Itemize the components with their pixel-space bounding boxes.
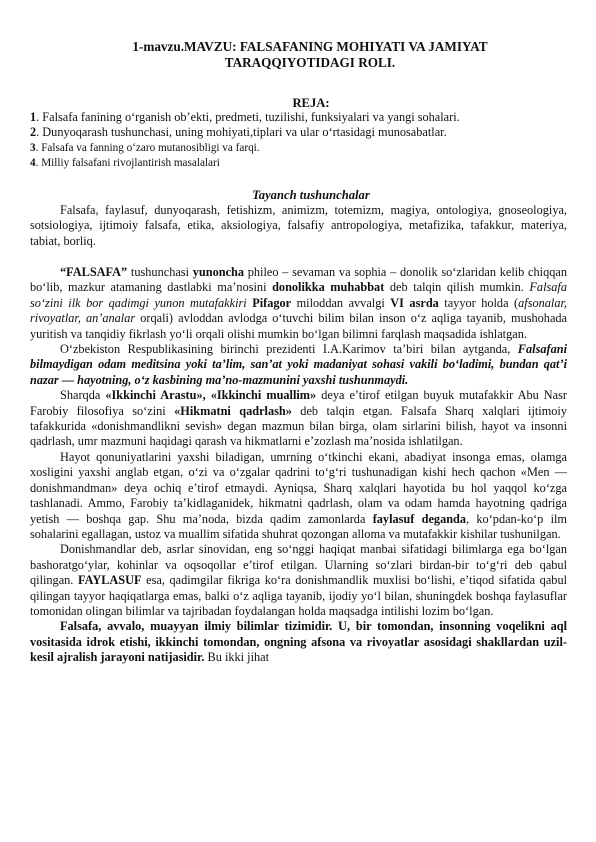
plan-item-text: . Falsafa fanining o‘rganish ob’ekti, predmeti, tuzilishi, funksiyalari va yangi sohalari. [36, 110, 460, 124]
key-concepts-heading: Tayanch tushunchalar [252, 188, 370, 202]
term-hikmatni-qadrlash: «Hikmatni qadrlash» [174, 403, 292, 418]
term-yunoncha: yunoncha [192, 265, 245, 279]
text-run: orqali) avloddan avlodga o‘tuvchi bilim bilan inson o‘z aqliga tayanib, mushohada yuritish va tanqidiy fikrlash yo‘li orqali olishi mumkin bo‘lgan bilimni farqlash maqsadida ishlatgan. [30, 311, 568, 341]
paragraph-karimov-quote [30, 342, 567, 388]
plan-item-text: . Dunyoqarash tushunchasi, uning mohiyati,tiplari va ular o‘rtasidagi munosabatlar. [36, 125, 447, 140]
bold-run: Falsafa, avvalo, muayyan ilmiy bilimlar tizimidir. U, bir tomondan, insonning voqelikni aql vositasida idrok etishi, ikkinchi tomondan, ongning afsona va rivoyatlar asosidagi shakllardan uzil-kesil ajralish jarayoni natijasidir. [30, 619, 567, 665]
plan-list [30, 110, 570, 172]
paragraph-farobiy [30, 388, 567, 450]
text-run: Bu ikki jihat [204, 650, 270, 665]
plan-item-text: . Falsafa va fanning o‘zaro mutanosibligi va farqi. [35, 141, 260, 154]
text-run: deb talqin etgan. Falsafa Sharq xalqlari ijtimoiy tafakkurida «donishmandlikni sevish» degan mazmun bilan birga, olam sirlarini bilish, hayot va insonni qadrlash, umr mazmuni haqidagi qarash va hikmatlarni e’zozlash ma’nosida ishlatilgan. [30, 403, 567, 449]
text-run: miloddan avvalgi [291, 295, 391, 310]
plan-item [30, 110, 570, 125]
term-vi-asrda: VI asrda [390, 295, 439, 310]
text-run: deya e’tirof etilgan buyuk mutafakkir Abu Nasr Farobiy filosofiya so‘zini [30, 388, 567, 418]
plan-item-number: 4 [30, 157, 36, 170]
plan-item-number: 2 [30, 125, 37, 140]
term-faylasuf: FAYLASUF [77, 573, 142, 588]
plan-item-number: 3 [30, 141, 36, 154]
text-run: Hayot qonuniyatlarini yaxshi biladigan, umrning o‘tkinchi ekani, abadiyat insonga emas, olamga xosligini yaxshi anglab etgan, o‘zi va o‘zgalar qadrini to‘g‘ri tushunadigan kishi hech qachon «Men — donishmandman» deya ochiq e’tirof etmaydi. Ayniqsa, Sharq xalqlari hayotida bu hol yaqqol ko‘zga tashlanadi. Ammo, Farobiy ta’kidlaganidek, hikmatni qadrlash, olam va odam hamda hayotning qadriga yetish — boshqa gap. Shu ma’noda, bizda qadim zamonlarda [30, 449, 567, 526]
title-line-1: 1-mavzu.MAVZU: FALSAFANING MOHIYATI VA JAMIYAT [132, 39, 488, 54]
text-run: phileo – sevaman va sophia – donolik so‘zlaridan kelib chiqqan bo‘lib, mazkur atamaning dastlabki ma’nosini [30, 265, 567, 295]
term-falsafa: “FALSAFA” [60, 265, 128, 279]
italic-run: afsonalar, rivoyatlar, an’analar [30, 295, 567, 326]
text-run: , ko‘pdan-ko‘p ilm sohalarini egallagan, ustoz va muallim sifatida shuhrat qozongan alloma va mutafakkir kishilar tushunilgan. [30, 511, 567, 541]
document-title [60, 39, 560, 72]
text-run: tayyor holda ( [438, 295, 519, 310]
italic-run: Falsafa so‘zini ilk bor qadimgi yunon mutafakkiri [30, 280, 567, 310]
paragraph-hayot-qonuniyatlari [30, 450, 567, 542]
body-text [30, 265, 567, 666]
text-run: deb talqin qilish mumkin. [384, 280, 530, 295]
paragraph-donishmandlar [30, 542, 567, 619]
term-ikkinchi-arastu: «Ikkinchi Arastu», «Ikkinchi muallim» [105, 388, 317, 403]
plan-heading: REJA: [292, 96, 330, 110]
term-faylasuf-deganda: faylasuf deganda [372, 511, 467, 526]
plan-item [30, 125, 570, 140]
paragraph-falsafa-definition [30, 265, 567, 342]
plan-item-text: . Milliy falsafani rivojlantirish masalalari [35, 157, 220, 170]
paragraph-falsafa-ilmiy-tizim [30, 619, 567, 665]
term-donolikka-muhabbat: donolikka muhabbat [272, 280, 385, 295]
text-run: O‘zbekiston Respublikasining birinchi prezidenti I.A.Karimov ta’biri bilan aytganda, [60, 342, 518, 357]
quote-run: Falsafani bilmaydigan odam meditsina yoki ta’lim, san’at yoki madaniyat sohasi vakili bo‘ladimi, bundan qat’i nazar — hayotning, o‘z kasbining ma’no-mazmunini yaxshi tushunmaydi. [30, 342, 567, 387]
text-run: Sharqda [60, 388, 106, 403]
plan-item [30, 141, 570, 156]
key-concepts-list: Falsafa, faylasuf, dunyoqarash, fetishizm, animizm, totemizm, magiya, ontologiya, gnoseologiya, sotsiologiya, ijtimoiy falsafa, etika, aksiologiya, falsafiy antropologiya, metafizika, tafakkur, materiya, tabiat, borliq. [30, 203, 567, 248]
term-pifagor: Pifagor [246, 295, 292, 310]
plan-item-number: 1 [30, 110, 37, 124]
text-run: esa, qadimgilar fikriga ko‘ra donishmandlik muxlisi bo‘lishi, e’tiqod sifatida qabul qilingan tayyor haqiqatlarga emas, balki o‘z aqliga tayanib, ijodiy yo‘l bilan, shuningdek boshqa faylasuflar tomonidan olingan bilimlar va tajribadan foydalangan holda maqsadga intilishi lozim bo‘lgan. [30, 573, 568, 618]
text-run: tushunchasi [127, 265, 193, 279]
title-line-2: TARAQQIYOTIDAGI ROLI. [224, 55, 396, 71]
plan-item [30, 156, 570, 171]
text-run: Donishmandlar deb, asrlar sinovidan, eng so‘nggi haqiqat manbai sifatidagi bilimlarga ega bo‘lgan bashoratgo‘ylar, kohinlar va oqsoqollar e’tirof etilgan. Ularning so‘zlari birdan-bir to‘g‘ri deb qabul qilingan. [30, 542, 567, 588]
